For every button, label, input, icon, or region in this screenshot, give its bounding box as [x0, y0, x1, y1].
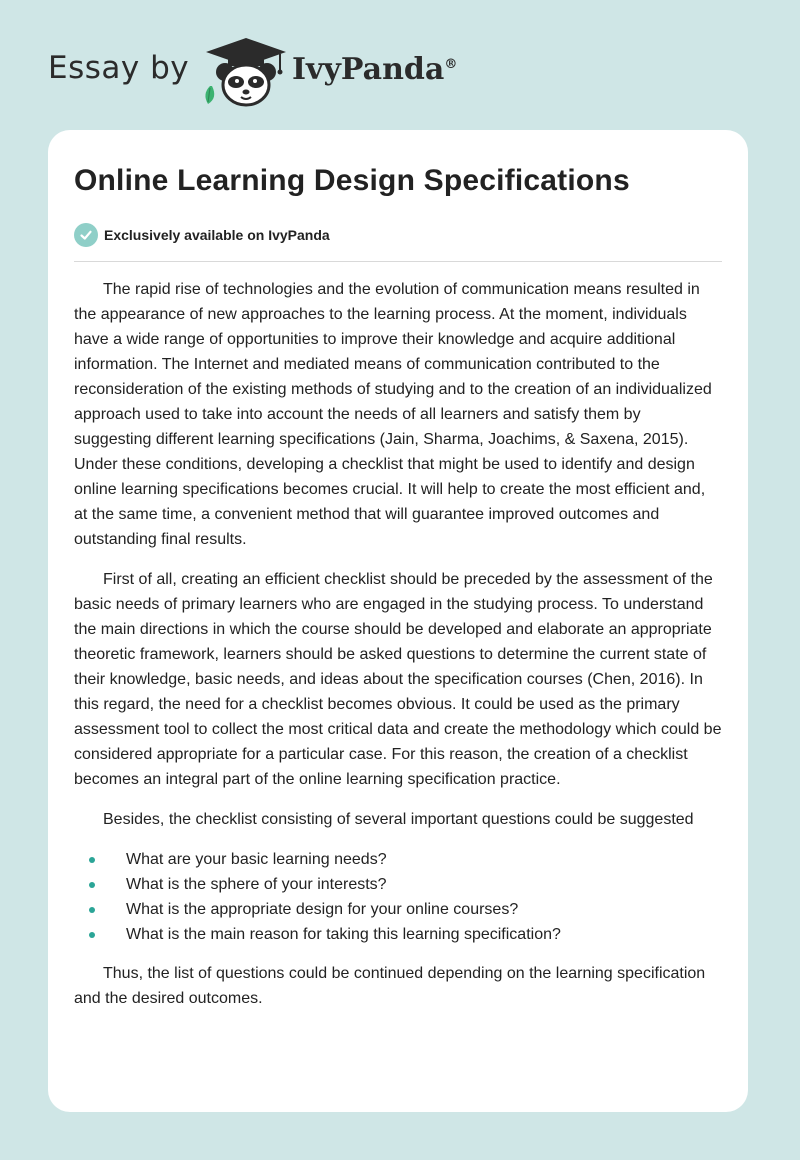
registered-mark: ®	[444, 57, 458, 72]
badge-label: Exclusively available on IvyPanda	[104, 227, 330, 243]
paragraph-2: First of all, creating an efficient checklist should be preceded by the assessment of the basic needs of primary learners who are engaged in the studying process. To understand the main directions in which the course should be developed and elaborate an appropriate theoretic framework, learners should be asked questions to determine the current state of their knowledge, basic needs, and ideas about the specification courses (Chen, 2016). In this regard, the need for a checklist becomes obvious. It could be used as the primary assessment tool to collect the most critical data and create the methodology which could be considered appropriate for a particular case. For this reason, the creation of a checklist becomes an integral part of the online learning specification practice.	[74, 571, 722, 788]
question-text: What is the main reason for taking this learning specification?	[126, 926, 561, 943]
question-text: What is the appropriate design for your online courses?	[126, 901, 519, 918]
bullet-dot-icon	[89, 907, 95, 913]
bullet-dot-icon	[89, 857, 95, 863]
list-item	[74, 872, 722, 897]
page-title: Online Learning Design Specifications	[74, 164, 630, 197]
bullet-dot-icon	[89, 932, 95, 938]
essay-card	[48, 130, 748, 1112]
brand-prefix: Essay by	[48, 50, 190, 86]
paragraph-3: Besides, the checklist consisting of several important questions could be suggested	[103, 811, 694, 828]
essay-body	[74, 277, 722, 1026]
brand-name[interactable]	[292, 52, 457, 87]
exclusive-badge	[74, 222, 330, 248]
question-text: What are your basic learning needs?	[126, 851, 387, 868]
check-circle-icon	[74, 223, 98, 247]
list-item	[74, 847, 722, 872]
divider	[74, 261, 722, 262]
paragraph-1: The rapid rise of technologies and the evolution of communication means resulted in the appearance of new approaches to the learning process. At the moment, individuals have a wide range of opportunities to improve their knowledge and acquire additional information. The Internet and mediated means of communication contributed to the reconsideration of the existing methods of studying and to the creation of an individualized approach used to take into account the needs of all learners and satisfy them by suggesting different learning specifications (Jain, Sharma, Joachims, & Saxena, 2015). Under these conditions, developing a checklist that might be used to identify and design online learning specifications becomes crucial. It will help to create the most efficient and, at the same time, a convenient method that will guarantee improved outcomes and outstanding final results.	[74, 281, 712, 548]
panda-graduation-cap-icon[interactable]	[200, 36, 292, 108]
bullet-dot-icon	[89, 882, 95, 888]
closing-paragraph: Thus, the list of questions could be continued depending on the learning specification and the desired outcomes.	[74, 965, 706, 1007]
question-list	[74, 847, 722, 947]
site-header	[0, 0, 800, 130]
list-item	[74, 922, 722, 947]
list-item	[74, 897, 722, 922]
question-text: What is the sphere of your interests?	[126, 876, 387, 893]
brand-name-text: IvyPanda	[292, 52, 445, 87]
